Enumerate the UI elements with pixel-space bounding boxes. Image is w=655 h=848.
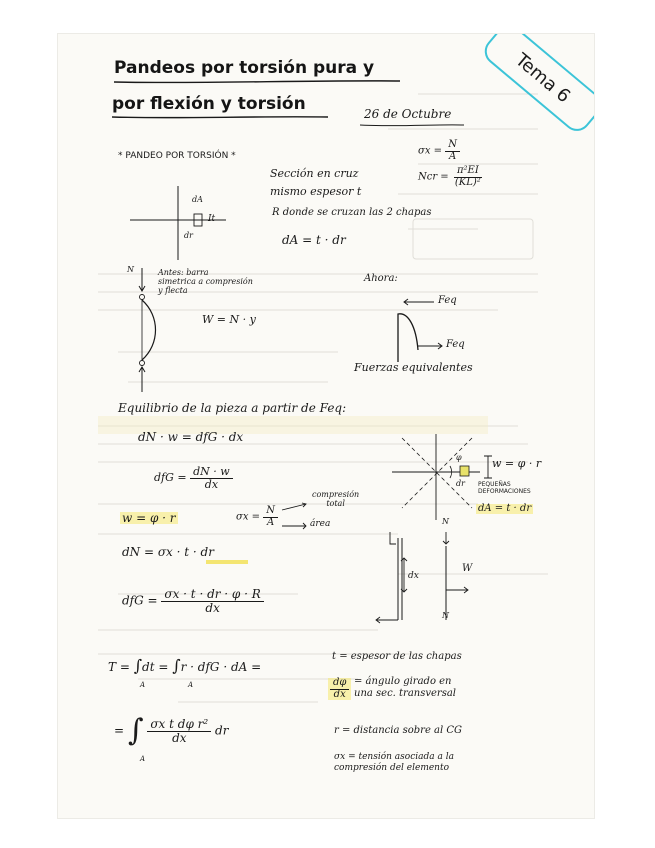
note-same-thickness: mismo espesor t — [270, 185, 362, 198]
area-note: área — [310, 519, 331, 529]
rotation-displacement-equation: w = φ · r — [122, 511, 176, 525]
element-w-label: W — [462, 563, 473, 574]
stress-formula: σx = $\frac{N}{A}$ — [418, 140, 460, 162]
area-element-equation: dA = t · dr — [282, 233, 346, 247]
total-compression-note: compresión total — [312, 490, 360, 508]
equilibrium-equation-1: dN · w = dfG · dx — [138, 430, 244, 444]
note-section-cross: Sección en cruz — [270, 167, 359, 180]
right-area-equation: dA = t · dr — [478, 503, 532, 514]
legend-thickness: t = espesor de las chapas — [332, 651, 462, 662]
title-line-2: por flexión y torsión — [112, 94, 306, 114]
element-n-top-label: N — [442, 517, 449, 526]
dn-equation: dN = σx · t · dr — [122, 545, 214, 559]
dfg-equation: dfG = $\frac{dN \cdot w}{dx}$ — [154, 466, 233, 490]
cross-da-label: dA — [192, 195, 203, 204]
title-underlines — [108, 78, 408, 120]
topic-badge: Tema 6 — [479, 34, 594, 137]
integral-domain-a-3: A — [140, 755, 146, 763]
equivalent-forces-caption: Fuerzas equivalentes — [354, 361, 473, 374]
legend-twist-angle: $\frac{d\varphi}{dx}$ — [328, 678, 351, 700]
integral-domain-a-2: A — [188, 681, 194, 689]
ahora-label: Ahora: — [364, 273, 398, 284]
cross-section-figure — [122, 184, 242, 264]
integral-domain-a-1: A — [140, 681, 146, 689]
element-dx-label: dx — [408, 571, 419, 581]
dr-highlight — [204, 559, 254, 565]
antes-n-label: N — [127, 265, 134, 274]
note-crossing-point: R donde se cruzan las 2 chapas — [272, 207, 432, 218]
cross-dr-label: dr — [184, 231, 193, 240]
rotation-w-equation: w = φ · r — [492, 457, 542, 470]
critical-load-formula: Ncr = $\frac{\text{π²EI}}{\text{(KL)²}}$ — [418, 165, 481, 188]
moment-equation: W = N · y — [202, 313, 256, 326]
torque-expanded-integral: = ∫ $\frac{\text{σx t dφ r²}}{dx}$ dr — [114, 713, 229, 748]
date-underline — [358, 122, 468, 128]
title-line-1: Pandeos por torsión pura y — [114, 58, 375, 78]
feq-bottom-label: Feq — [446, 339, 465, 350]
rotation-dr-label: dr — [456, 479, 465, 488]
element-equilibrium-figure — [370, 528, 490, 624]
notebook-page — [58, 34, 594, 818]
element-n-bottom-label: N — [442, 611, 449, 620]
date: 26 de Octubre — [364, 107, 452, 121]
legend-twist-angle-text: = ángulo girado en una sec. transversal — [354, 676, 457, 699]
equilibrium-heading: Equilibrio de la pieza a partir de Feq: — [118, 401, 347, 415]
rotation-phi-label: φ — [456, 453, 462, 462]
legend-distance: r = distancia sobre al CG — [334, 725, 463, 736]
cross-it-label: It — [208, 214, 216, 224]
legend-stress: σx = tensión asociada a la compresión del elemento — [334, 752, 454, 774]
torque-integral: T = ∫dt = ∫r · dfG · dA = — [108, 656, 262, 675]
section-heading: * PANDEO POR TORSIÓN * — [118, 151, 236, 161]
feq-top-label: Feq — [438, 295, 457, 306]
axial-stress-equation: σx = $\frac{N}{A}$ — [236, 506, 278, 528]
dfg-expanded-equation: dfG = $\frac{\sigma x \cdot t \cdot dr \cdot \varphi \cdot R}{dx}$ — [122, 588, 264, 614]
small-deformations-note: PEQUEÑAS DEFORMACIONES — [478, 481, 531, 495]
antes-description: Antes: barra simetrica a compresión y flecta — [158, 268, 253, 296]
